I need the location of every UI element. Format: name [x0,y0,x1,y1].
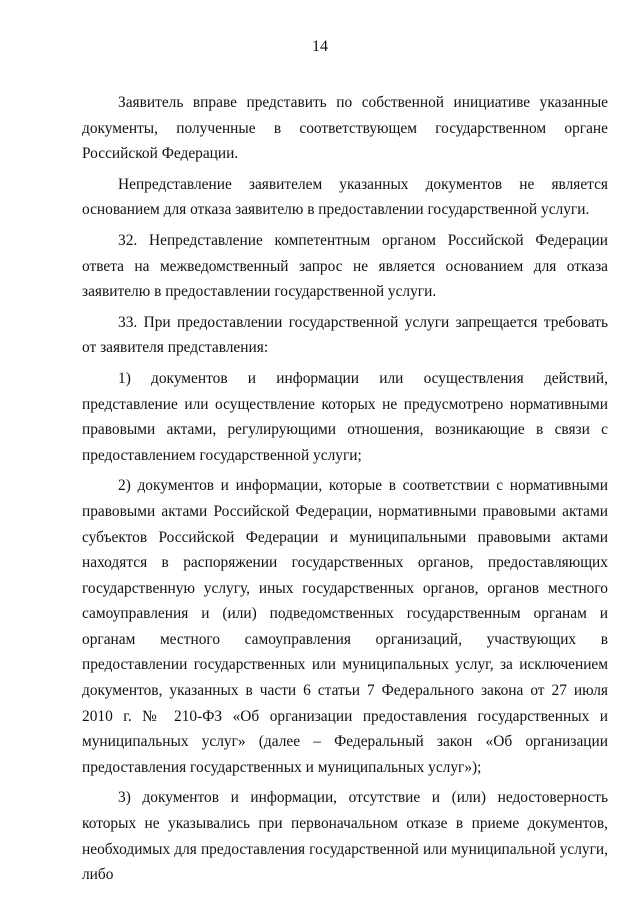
paragraph-33-item-3: 3) документов и информации, отсутствие и (или) недостоверность которых не указывались при первоначальном отказе в приеме документов, необходимых для предоставления государственной или муниципальной услуги, либо [82,789,608,884]
paragraph-33: 33. При предоставлении государственной услуги запрещается требовать от заявителя представления: [82,313,608,357]
paragraph-32: 32. Непредставление компетентным органом Российской Федерации ответа на межведомственный запрос не является основанием для отказа заявителю в предоставлении государственной услуги. [82,231,608,301]
page-number: 14 [312,38,328,55]
paragraph-applicant-right: Заявитель вправе представить по собственной инициативе указанные документы, полученные в соответствующем государственном органе Российской Федерации. [82,94,608,163]
paragraph-non-submission: Непредставление заявителем указанных документов не является основанием для отказа заявителю в предоставлении государственной услуги. [82,175,608,219]
paragraph-33-item-2: 2) документов и информации, которые в соответствии с нормативными правовыми актами Российской Федерации, нормативными правовыми актами субъектов Российской Федерации и муниципальными правовыми актами находятся в распоряжении государственных органов, предоставляющих государственную услугу, иных государственных органов, органов местного самоуправления и (или) подведомственных государственным органам и органам местного самоуправления организаций, участвующих в предоставлении государственных или муниципальных услуг, за исключением документов, указанных в части 6 статьи 7 Федерального закона от 27 июля 2010 г. № 210-ФЗ «Об организации предоставления государственных и муниципальных услуг» (далее – Федеральный закон «Об организации предоставления государственных и муниципальных услуг»); [82,477,608,776]
paragraph-33-item-1: 1) документов и информации или осуществления действий, представление или осуществление которых не предусмотрено нормативными правовыми актами, регулирующими отношения, возникающие в связи с предоставлением государственной услуги; [82,369,608,464]
document-body [82,90,608,893]
